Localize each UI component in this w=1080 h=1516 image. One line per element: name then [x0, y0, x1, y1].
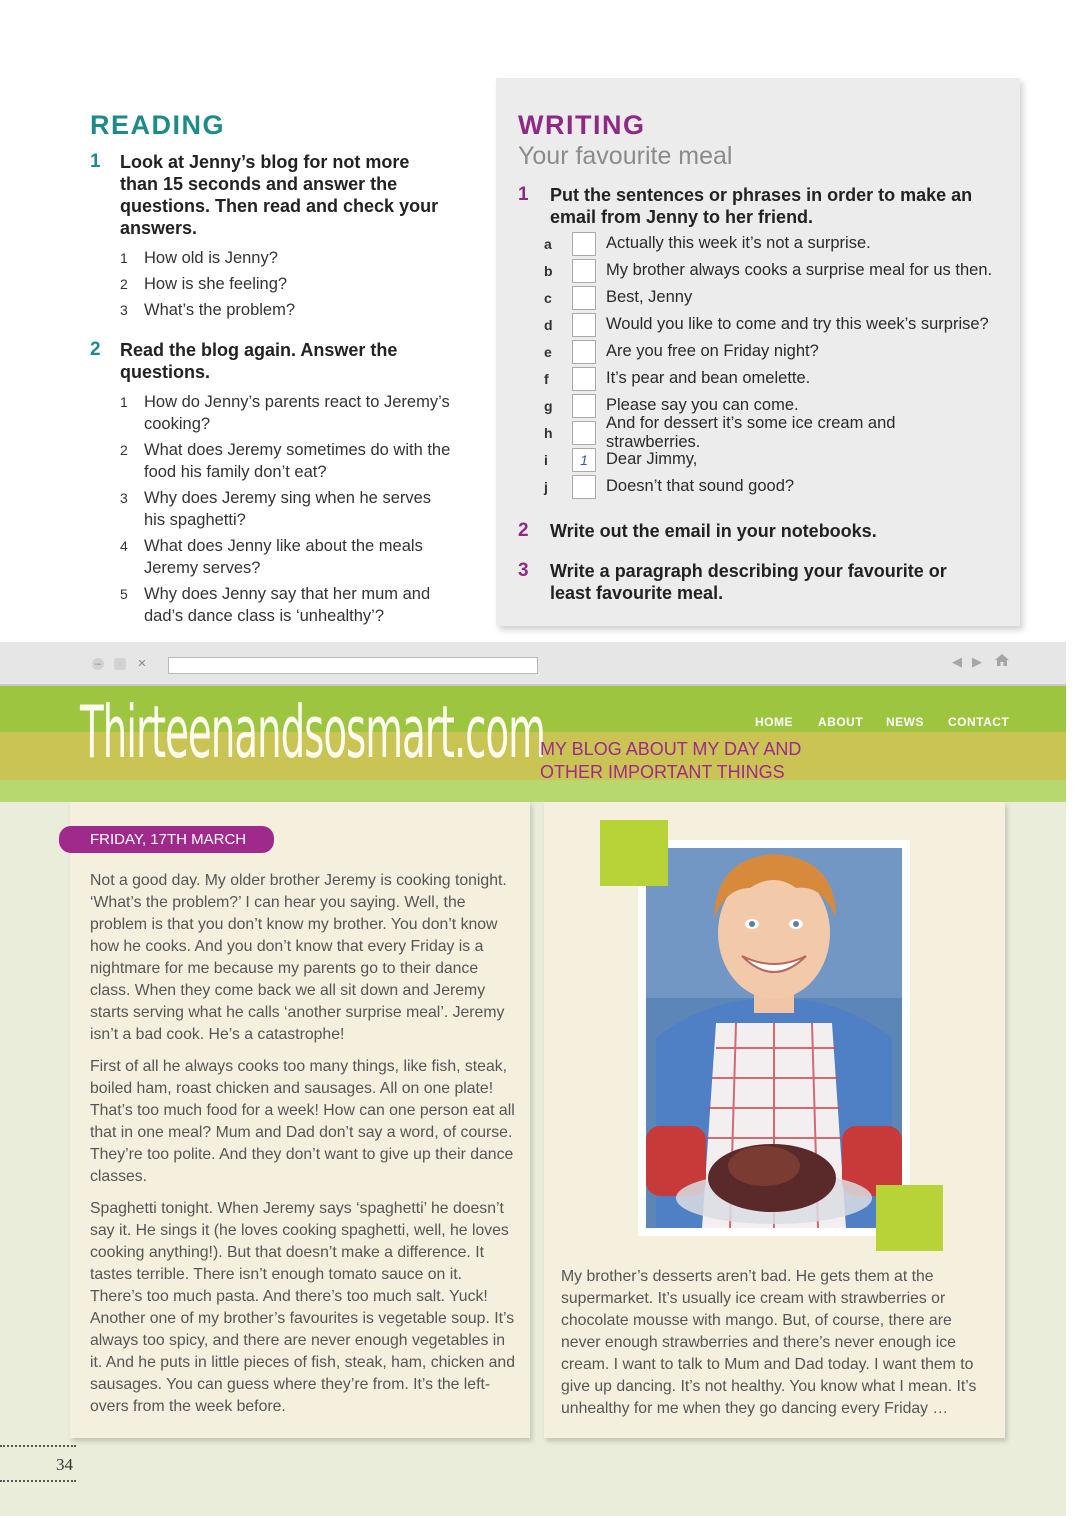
- writing-subtitle: Your favourite meal: [518, 142, 733, 170]
- decorative-square: [876, 1185, 943, 1251]
- home-icon[interactable]: [994, 652, 1010, 668]
- task-2-questions: [120, 391, 490, 627]
- writing-title: WRITING: [518, 110, 646, 140]
- reading-task-2: [90, 339, 490, 383]
- question-item: [120, 391, 490, 435]
- header-band-bottom: [0, 780, 1066, 802]
- question-item: [120, 247, 490, 269]
- tagline-line-2: OTHER IMPORTANT THINGS: [540, 762, 785, 782]
- option-letter: b: [544, 262, 553, 279]
- question-item: [120, 535, 490, 579]
- back-arrow-icon[interactable]: ◀: [952, 654, 962, 669]
- task-1-questions: [120, 247, 490, 321]
- blog-right-text: [561, 1266, 991, 1430]
- blog-paragraph: Spaghetti tonight. When Jeremy says ‘spaghetti’ he doesn’t say it. He sings it (he loves cooking spaghetti, well, he loves cooking anything!). But that doesn’t make a difference. It tastes terrible. There isn’t enough tomato sauce on it. There’s too much pasta. And there’s too much salt. Yuck! Another one of my brother’s favourites is vegetable soup. It’s always too spicy, and there are never enough vegetables in it. And he puts in little pieces of fish, steak, ham, chicken and sausages. You can guess where they’re from. It’s the left-overs from the week before.: [90, 1200, 515, 1415]
- tagline-line-1: MY BLOG ABOUT MY DAY AND: [540, 739, 802, 759]
- question-number: 3: [120, 302, 128, 318]
- order-box[interactable]: [572, 367, 596, 391]
- task-instruction: Read the blog again. Answer the questions.: [120, 340, 398, 382]
- question-number: 5: [120, 586, 128, 602]
- option-letter: d: [544, 316, 553, 333]
- task-instruction: Write out the email in your notebooks.: [550, 521, 877, 541]
- reading-title: READING: [90, 110, 226, 140]
- page-divider: [0, 1445, 76, 1447]
- forward-arrow-icon[interactable]: ▶: [972, 654, 982, 669]
- question-item: [120, 299, 490, 321]
- option-letter: f: [544, 370, 549, 387]
- question-number: 2: [120, 276, 128, 292]
- order-box[interactable]: [572, 394, 596, 418]
- option-text: It’s pear and bean omelette.: [606, 369, 811, 387]
- option-letter: j: [544, 478, 548, 495]
- blog-tagline: [540, 738, 801, 784]
- order-box[interactable]: 1: [572, 448, 596, 472]
- task-instruction: Look at Jenny’s blog for not more than 15 seconds and answer the questions. Then read and check your answers.: [120, 152, 439, 238]
- ordering-options: [544, 230, 994, 500]
- option-row: [544, 338, 994, 365]
- nav-contact[interactable]: CONTACT: [948, 715, 1010, 729]
- task-number: 3: [518, 560, 529, 581]
- question-text: How is she feeling?: [144, 275, 288, 293]
- task-number: 2: [518, 520, 529, 541]
- task-number: 2: [90, 339, 101, 360]
- option-letter: e: [544, 343, 552, 360]
- minimize-icon[interactable]: –: [92, 658, 104, 670]
- question-number: 2: [120, 442, 128, 458]
- option-text: Doesn’t that sound good?: [606, 477, 795, 495]
- task-number: 1: [518, 184, 529, 205]
- writing-section: [496, 78, 1020, 626]
- order-box[interactable]: [572, 232, 596, 256]
- nav-news[interactable]: NEWS: [886, 715, 924, 729]
- question-text: What does Jeremy sometimes do with the food his family don’t eat?: [144, 441, 451, 481]
- order-box[interactable]: [572, 475, 596, 499]
- page-number: 34: [56, 1455, 73, 1474]
- option-row: [544, 473, 994, 500]
- option-letter: g: [544, 397, 553, 414]
- question-number: 3: [120, 490, 128, 506]
- order-box[interactable]: [572, 286, 596, 310]
- close-icon[interactable]: ✕: [137, 658, 147, 670]
- site-title: Thirteenandsosmart.com: [80, 690, 545, 774]
- question-text: What does Jenny like about the meals Jeremy serves?: [144, 537, 423, 577]
- option-letter: h: [544, 424, 553, 441]
- question-text: What’s the problem?: [144, 301, 296, 319]
- task-instruction: Write a paragraph describing your favourite or least favourite meal.: [550, 561, 947, 603]
- nav-about[interactable]: ABOUT: [818, 715, 864, 729]
- option-text: Would you like to come and try this week’s surprise?: [606, 315, 989, 333]
- boy-cooking-photo: [646, 848, 902, 1228]
- maximize-icon[interactable]: [114, 658, 126, 670]
- option-row: [544, 365, 994, 392]
- question-text: How old is Jenny?: [144, 249, 278, 267]
- option-text: And for dessert it’s some ice cream and strawberries.: [605, 413, 896, 451]
- option-row: [544, 413, 994, 451]
- option-text: Actually this week it’s not a surprise.: [606, 234, 871, 252]
- order-box[interactable]: [572, 340, 596, 364]
- question-item: [120, 583, 490, 627]
- option-letter: c: [544, 289, 552, 306]
- task-number: 1: [90, 151, 101, 172]
- question-number: 1: [120, 394, 128, 410]
- option-row: [544, 230, 994, 257]
- photo-illustration: [646, 848, 902, 1228]
- blog-post-body: [90, 870, 516, 1428]
- order-box[interactable]: [572, 421, 596, 445]
- option-text: Please say you can come.: [606, 396, 799, 414]
- option-text: My brother always cooks a surprise meal for us then.: [606, 261, 993, 279]
- order-box[interactable]: [572, 313, 596, 337]
- option-row: [544, 311, 994, 338]
- question-number: 4: [120, 538, 128, 554]
- question-text: How do Jenny’s parents react to Jeremy’s cooking?: [144, 393, 450, 433]
- task-instruction: Put the sentences or phrases in order to make an email from Jenny to her friend.: [550, 185, 973, 227]
- nav-home[interactable]: HOME: [755, 715, 793, 729]
- browser-toolbar: [0, 642, 1066, 687]
- question-text: Why does Jenny say that her mum and dad’s dance class is ‘unhealthy’?: [144, 585, 431, 625]
- option-row: [544, 257, 994, 284]
- option-letter: a: [544, 235, 552, 252]
- option-row: [544, 284, 994, 311]
- writing-task-2: [518, 520, 998, 542]
- reading-task-1: [90, 151, 490, 239]
- order-box[interactable]: [572, 259, 596, 283]
- option-letter: i: [544, 451, 548, 468]
- writing-task-3: [518, 560, 998, 604]
- address-bar[interactable]: [168, 657, 538, 674]
- question-number: 1: [120, 250, 128, 266]
- blog-paragraph: First of all he always cooks too many things, like fish, steak, boiled ham, roast chicken and sausages. All on one plate! That’s too much food for a week! How can one person eat all that in one meal? Mum and Dad don’t say a word, of course. They’re too polite. And they don’t want to give up their dance classes.: [90, 1058, 515, 1185]
- decorative-square: [600, 820, 668, 886]
- writing-task-1: [518, 184, 998, 228]
- page-divider: [0, 1480, 76, 1482]
- option-text: Best, Jenny: [606, 288, 693, 306]
- question-item: [120, 273, 490, 295]
- blog-paragraph: Not a good day. My older brother Jeremy is cooking tonight. ‘What’s the problem?’ I can hear you saying. Well, the problem is that you don’t know my brother. You don’t know how he cooks. And you don’t know that every Friday is a nightmare for me because my parents go to their dance class. When they come back we all sit down and Jeremy starts serving what he calls ‘another surprise meal’. Jeremy isn’t a bad cook. He’s a catastrophe!: [90, 872, 507, 1043]
- reading-section: [90, 110, 490, 641]
- question-text: Why does Jeremy sing when he serves his spaghetti?: [144, 489, 432, 529]
- question-item: [120, 487, 490, 531]
- blog-paragraph: My brother’s desserts aren’t bad. He gets them at the supermarket. It’s usually ice cream with strawberries or chocolate mousse with mango. But, of course, there are never enough strawberries and there’s never enough ice cream. I want to talk to Mum and Dad today. I want them to give up dancing. It’s not healthy. You know what I mean. It’s unhealthy for me when they go dancing every Friday …: [561, 1268, 977, 1417]
- option-text: Dear Jimmy,: [606, 450, 698, 468]
- question-item: [120, 439, 490, 483]
- post-date-badge: FRIDAY, 17TH MARCH: [59, 826, 274, 853]
- option-text: Are you free on Friday night?: [606, 342, 819, 360]
